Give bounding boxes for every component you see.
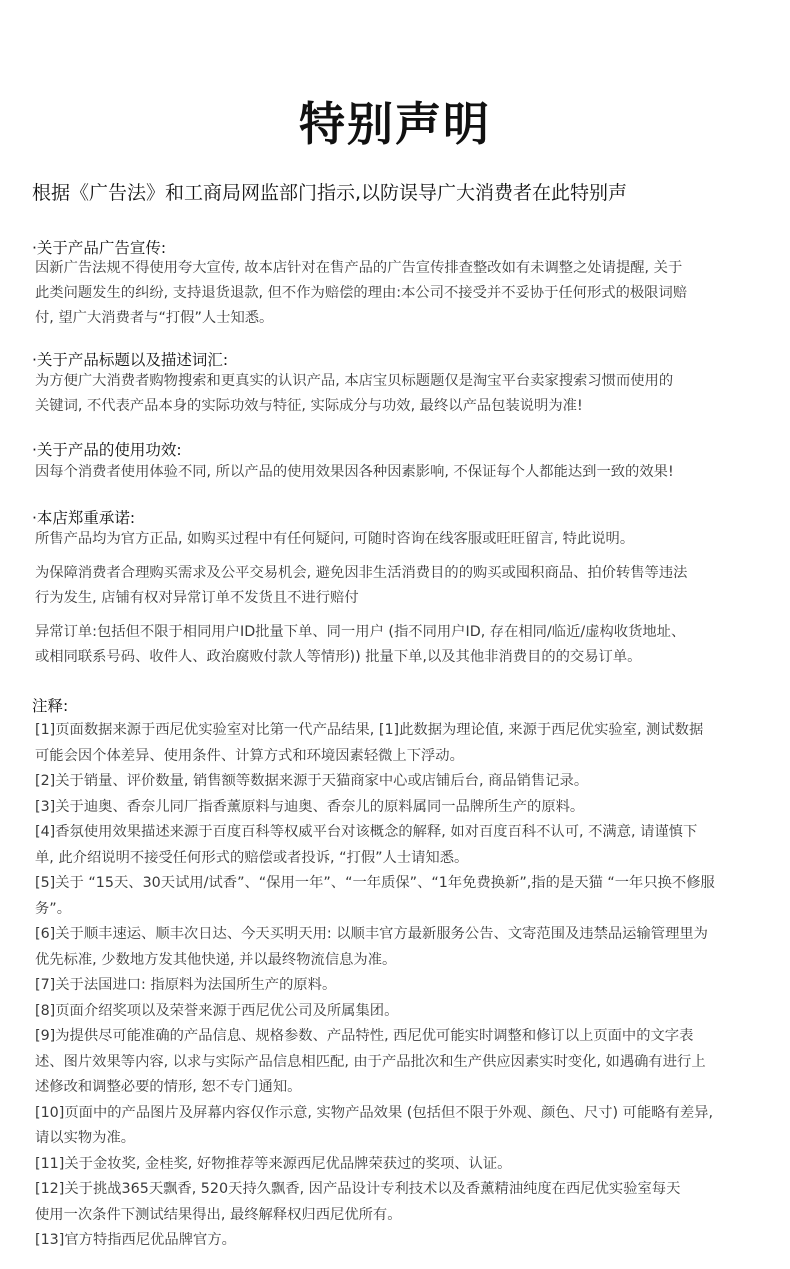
note-line: [11]关于金妆奖, 金桂奖, 好物推荐等来源西尼优品牌荣获过的奖项、认证。: [35, 1155, 512, 1172]
notes-list: [35, 718, 715, 1254]
note-line: 务”。: [35, 900, 72, 917]
note-line: 可能会因个体差异、使用条件、计算方式和环境因素轻微上下浮动。: [35, 747, 464, 764]
note-line: [7]关于法国进口: 指原料为法国所生产的原料。: [35, 977, 337, 993]
note-line: [1]页面数据来源于西尼优实验室对比第一代产品结果, [1]此数据为理论值, 来源于西尼优实验室, 测试数据: [35, 722, 704, 738]
note-line: [10]页面中的产品图片及屏幕内容仅作示意, 实物产品效果 (包括但不限于外观、颜色、尺寸) 可能略有差异,: [35, 1104, 713, 1121]
note-line: [12]关于挑战365天飘香, 520天持久飘香, 因产品设计专利技术以及香薰精油纯度在西尼优实验室每天: [35, 1181, 681, 1197]
text-line: 因每个消费者使用体验不同, 所以产品的使用效果因各种因素影响, 不保证每个人都能达到一致的效果!: [35, 464, 674, 480]
note-line: 述修改和调整必要的情形, 恕不专门通知。: [35, 1079, 302, 1095]
text-line: 因新广告法规不得使用夸大宣传, 故本店针对在售产品的广告宣传排查整改如有未调整之处请提醒, 关于: [35, 260, 683, 276]
note-line: [6]关于顺丰速运、顺丰次日达、今天买明天用: 以顺丰官方最新服务公告、文寄范围及违禁品运输管理里为: [35, 926, 708, 942]
section-heading-title-terms: ·关于产品标题以及描述词汇:: [32, 351, 229, 369]
note-line: [2]关于销量、评价数量, 销售额等数据来源于天猫商家中心或店铺后台, 商品销售记录。: [35, 773, 589, 789]
text-line: 所售产品均为官方正品, 如购买过程中有任何疑问, 可随时咨询在线客服或旺旺留言, 特此说明。: [35, 531, 635, 547]
note-line: 使用一次条件下测试结果得出, 最终解释权归西尼优所有。: [35, 1206, 402, 1223]
text-line: 或相同联系号码、收件人、政治腐败付款人等情形)) 批量下单,以及其他非消费目的的交易订单。: [35, 649, 642, 665]
text-line: 行为发生, 店铺有权对异常订单不发货且不进行赔付: [35, 590, 359, 606]
note-line: [5]关于 “15天、30天试用/试香”、“保用一年”、“一年质保”、“1年免费换新”,指的是天猫 “一年只换不修服: [35, 875, 715, 891]
note-line: 优先标准, 少数地方发其他快递, 并以最终物流信息为准。: [35, 951, 397, 968]
section-heading-advertising: ·关于产品广告宣传:: [32, 239, 167, 257]
note-line: [3]关于迪奥、香奈儿同厂指香薰原料与迪奥、香奈儿的原料属同一品牌所生产的原料。: [35, 798, 585, 815]
section-body-efficacy: [35, 460, 674, 485]
note-line: 单, 此介绍说明不接受任何形式的赔偿或者投诉, “打假”人士请知悉。: [35, 849, 469, 866]
text-line: 付, 望广大消费者与“打假”人士知悉。: [35, 310, 274, 326]
intro-statement: 根据《广告法》和工商局网监部门指示,以防误导广大消费者在此特别声: [32, 182, 628, 204]
page-title: 特别声明: [299, 97, 491, 151]
section-body-title-terms: [35, 369, 673, 419]
note-line: [8]页面介绍奖项以及荣誉来源于西尼优公司及所属集团。: [35, 1002, 399, 1019]
text-line: 异常订单:包括但不限于相同用户ID批量下单、同一用户 (指不同用户ID, 存在相同/临近/虚构收货地址、: [35, 624, 686, 640]
note-line: 请以实物为准。: [35, 1130, 136, 1146]
notes-heading: 注释:: [32, 697, 69, 715]
text-line: 为方便广大消费者购物搜索和更真实的认识产品, 本店宝贝标题题仅是淘宝平台卖家搜索习惯而使用的: [35, 373, 674, 389]
section-body-commitment: [35, 527, 634, 552]
text-line: 为保障消费者合理购买需求及公平交易机会, 避免因非生活消费目的的购买或囤积商品、拍价转售等违法: [35, 565, 688, 581]
paragraph-abnormal-orders: [35, 620, 685, 670]
section-heading-efficacy: ·关于产品的使用功效:: [32, 441, 182, 459]
text-line: 关键词, 不代表产品本身的实际功效与特征, 实际成分与功效, 最终以产品包装说明为准!: [35, 398, 583, 414]
section-heading-commitment: ·本店郑重承诺:: [32, 509, 136, 527]
note-line: [9]为提供尽可能准确的产品信息、规格参数、产品特性, 西尼优可能实时调整和修订以上页面中的文字表: [35, 1028, 694, 1044]
note-line: 述、图片效果等内容, 以求与实际产品信息相匹配, 由于产品批次和生产供应因素实时变化, 如遇确有进行上: [35, 1053, 706, 1070]
note-line: [13]官方特指西尼优品牌官方。: [35, 1232, 236, 1248]
text-line: 此类问题发生的纠纷, 支持退货退款, 但不作为赔偿的理由:本公司不接受并不妥协于任何形式的极限词赔: [35, 285, 688, 301]
section-body-advertising: [35, 256, 687, 331]
note-line: [4]香氛使用效果描述来源于百度百科等权威平台对该概念的解释, 如对百度百科不认可, 不满意, 请谨慎下: [35, 824, 698, 840]
paragraph-order-policy: [35, 561, 687, 611]
